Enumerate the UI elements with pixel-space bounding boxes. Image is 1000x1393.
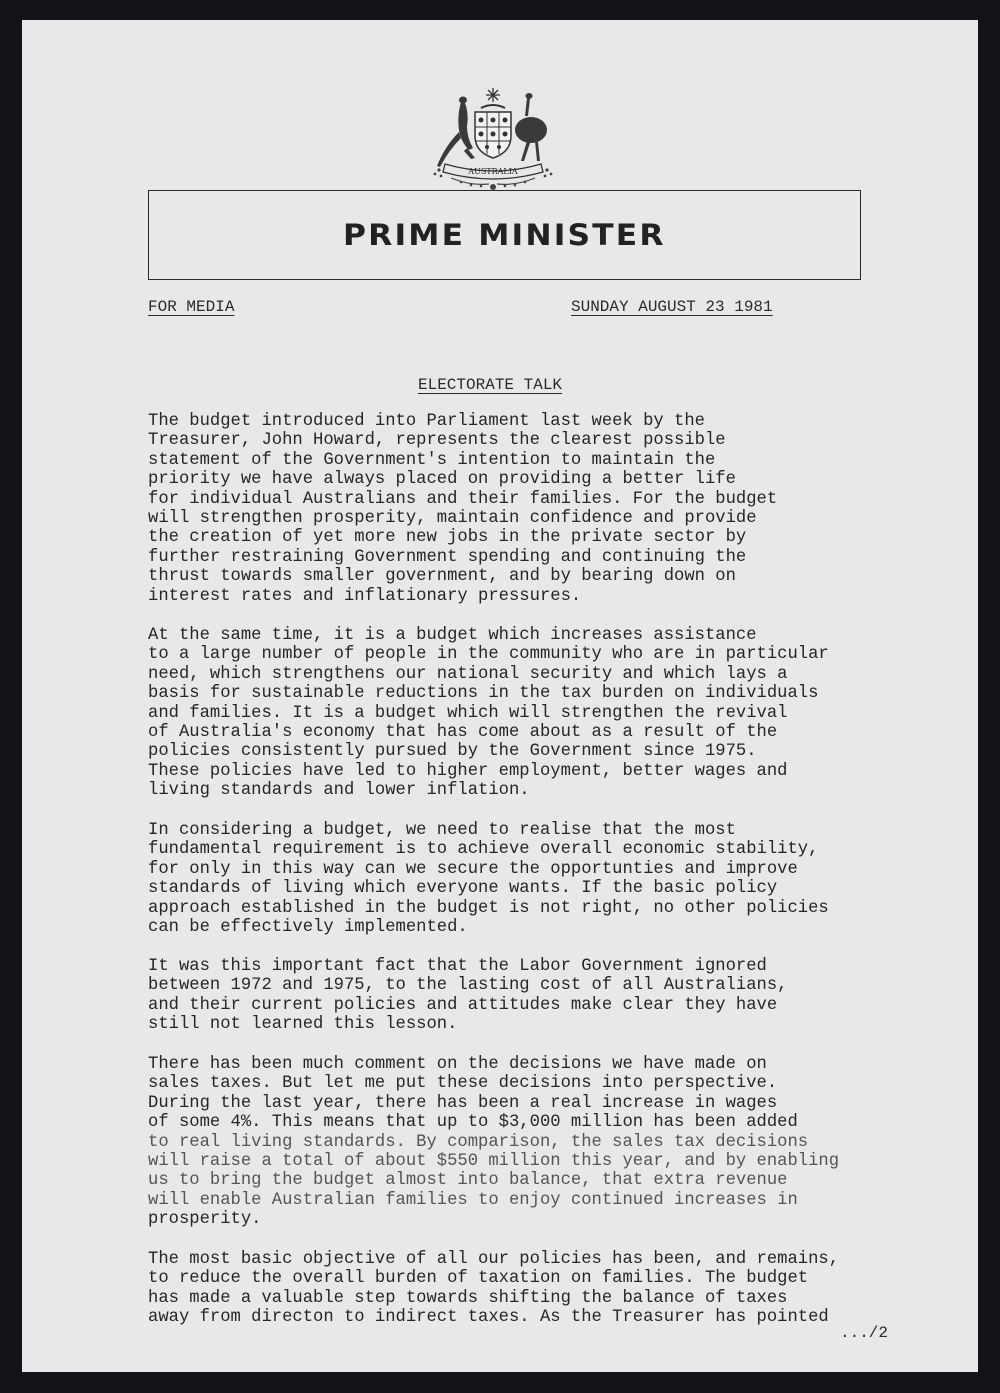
- text-line: It was this important fact that the Labor Government ignored: [148, 957, 767, 976]
- text-line: These policies have led to higher employment, better wages and: [148, 761, 788, 781]
- text-line: need, which strengthens our national security and which lays a: [148, 664, 788, 684]
- text-line: At the same time, it is a budget which increases assistance: [148, 626, 757, 645]
- text-line: further restraining Government spending and continuing the: [148, 547, 747, 567]
- text-line: The most basic objective of all our policies has been, and remains,: [148, 1250, 840, 1269]
- text-line: standards of living which everyone wants. If the basic policy: [148, 879, 778, 899]
- text-line: between 1972 and 1975, to the lasting cost of all Australians,: [148, 976, 788, 996]
- text-line: will strengthen prosperity, maintain confidence and provide: [148, 509, 757, 529]
- shield-icon: [475, 112, 511, 158]
- document-heading: ELECTORATE TALK: [418, 376, 563, 394]
- letterhead-title: PRIME MINISTER: [343, 218, 666, 252]
- text-line: and families. It is a budget which will strengthen the revival: [148, 703, 788, 723]
- page-continuation-marker: .../2: [840, 1324, 889, 1342]
- text-line: interest rates and inflationary pressures.: [148, 586, 582, 606]
- text-line: still not learned this lesson.: [148, 1015, 458, 1035]
- paragraph-2: [148, 626, 829, 801]
- text-line: us to bring the budget almost into balance, that extra revenue: [148, 1171, 788, 1191]
- text-line: thrust towards smaller government, and by bearing down on: [148, 567, 736, 587]
- paragraph-5: [148, 1055, 839, 1230]
- text-line: of Australia's economy that has come about as a result of the: [148, 723, 778, 743]
- document-page: [22, 20, 978, 1372]
- text-line: will enable Australian families to enjoy continued increases in: [148, 1190, 798, 1210]
- text-line: Treasurer, John Howard, represents the clearest possible: [148, 431, 726, 451]
- text-line: and their current policies and attitudes make clear they have: [148, 995, 778, 1015]
- release-date: SUNDAY AUGUST 23 1981: [571, 298, 773, 316]
- text-line: sales taxes. But let me put these decisions into perspective.: [148, 1074, 778, 1094]
- text-line: for individual Australians and their families. For the budget: [148, 489, 778, 509]
- text-line: the creation of yet more new jobs in the private sector by: [148, 528, 747, 548]
- text-line: There has been much comment on the decisions we have made on: [148, 1055, 767, 1074]
- commonwealth-star-icon: [486, 88, 500, 102]
- text-line: will raise a total of about $550 million this year, and by enabling: [148, 1152, 840, 1172]
- text-line: The budget introduced into Parliament last week by the: [148, 412, 705, 431]
- letterhead-box: [148, 190, 861, 280]
- text-line: away from directon to indirect taxes. As the Treasurer has pointed: [148, 1308, 829, 1328]
- text-line: living standards and lower inflation.: [148, 781, 530, 801]
- text-line: for only in this way can we secure the opportunties and improve: [148, 859, 798, 879]
- text-line: of some 4%. This means that up to $3,000 million has been added: [148, 1113, 798, 1133]
- text-line: approach established in the budget is not right, no other policies: [148, 898, 829, 918]
- text-line: has made a valuable step towards shifting the balance of taxes: [148, 1288, 788, 1308]
- distribution-label: FOR MEDIA: [148, 298, 235, 316]
- text-line: policies consistently pursued by the Government since 1975.: [148, 742, 757, 762]
- banner-text: AUSTRALIA: [468, 167, 518, 176]
- paragraph-4: [148, 957, 787, 1035]
- paragraph-6: [148, 1250, 839, 1328]
- kangaroo-icon: [437, 97, 475, 168]
- text-line: priority we have always placed on providing a better life: [148, 470, 736, 490]
- text-line: In considering a budget, we need to realise that the most: [148, 821, 736, 840]
- text-line: to a large number of people in the community who are in particular: [148, 645, 829, 665]
- text-line: prosperity.: [148, 1210, 262, 1230]
- paragraph-3: [148, 821, 829, 937]
- coat-of-arms-icon: [431, 86, 555, 196]
- text-line: statement of the Government's intention to maintain the: [148, 450, 716, 470]
- emu-icon: [515, 93, 547, 161]
- text-line: can be effectively implemented.: [148, 918, 468, 938]
- text-line: basis for sustainable reductions in the tax burden on individuals: [148, 684, 819, 704]
- text-line: fundamental requirement is to achieve overall economic stability,: [148, 840, 819, 860]
- text-line: During the last year, there has been a real increase in wages: [148, 1093, 778, 1113]
- text-line: to real living standards. By comparison, the sales tax decisions: [148, 1132, 809, 1152]
- paragraph-1: [148, 412, 777, 606]
- text-line: to reduce the overall burden of taxation on families. The budget: [148, 1269, 809, 1289]
- australia-banner: [443, 164, 543, 179]
